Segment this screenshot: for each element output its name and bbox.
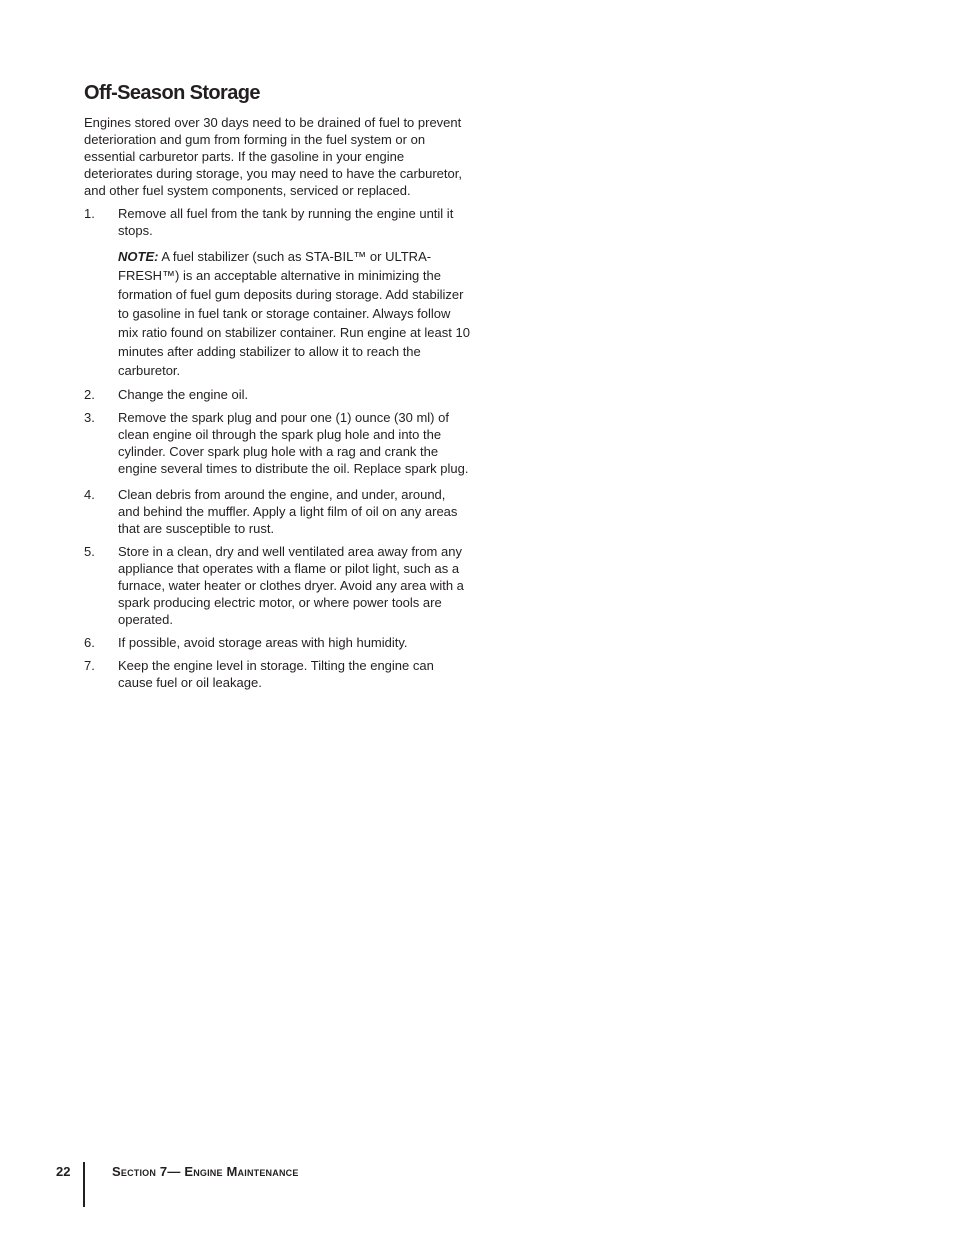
list-item (84, 386, 470, 403)
list-item (84, 409, 470, 477)
step-number: 2. (84, 387, 95, 402)
step-text: Keep the engine level in storage. Tilting the engine can cause fuel or oil leakage. (118, 658, 434, 690)
section-title: Section 7— Engine Maintenance (112, 1164, 299, 1179)
step-text: Change the engine oil. (118, 387, 249, 402)
step-text: Remove the spark plug and pour one (1) ounce (30 ml) of clean engine oil through the spark plug hole and into the cylinder. Cover spark plug hole with a rag and crank the engine several times to distribute the oil. Replace spark plug. (118, 410, 469, 476)
step-number: 3. (84, 410, 95, 425)
list-item (84, 657, 470, 691)
list-item (84, 486, 470, 537)
page-number: 22 (56, 1164, 71, 1179)
note-label: NOTE: (118, 249, 159, 264)
step-text: Remove all fuel from the tank by running the engine until it stops. (118, 206, 454, 238)
step-text: Clean debris from around the engine, and under, around, and behind the muffler. Apply a light film of oil on any areas that are susceptible to rust. (118, 487, 458, 536)
step-number: 7. (84, 658, 95, 673)
step-number: 5. (84, 544, 95, 559)
note-block (118, 247, 470, 380)
storage-steps-list (84, 205, 470, 691)
page-footer (0, 1160, 954, 1210)
list-item (84, 634, 470, 651)
main-column (84, 80, 470, 697)
step-number: 6. (84, 635, 95, 650)
page-title: Off-Season Storage (84, 82, 260, 104)
list-item (84, 543, 470, 628)
note-text: A fuel stabilizer (such as STA-BIL™ or ULTRA-FRESH™) is an acceptable alternative in minimizing the formation of fuel gum deposits during storage. Add stabilizer to gasoline in fuel tank or storage container. Always follow mix ratio found on stabilizer container. Run engine at least 10 minutes after adding stabilizer to allow it to reach the carburetor. (118, 249, 470, 378)
step-text: If possible, avoid storage areas with high humidity. (118, 635, 408, 650)
footer-divider (83, 1162, 85, 1207)
step-text: Store in a clean, dry and well ventilated area away from any appliance that operates with a flame or pilot light, such as a furnace, water heater or clothes dryer. Avoid any area with a spark producing electric motor, or where power tools are operated. (118, 544, 464, 627)
list-item (84, 205, 470, 380)
intro-paragraph: Engines stored over 30 days need to be drained of fuel to prevent deterioration and gum from forming in the fuel system or on essential carburetor parts. If the gasoline in your engine deteriorates during storage, you may need to have the carburetor, and other fuel system components, serviced or replaced. (84, 115, 462, 198)
step-number: 1. (84, 206, 95, 221)
step-number: 4. (84, 487, 95, 502)
